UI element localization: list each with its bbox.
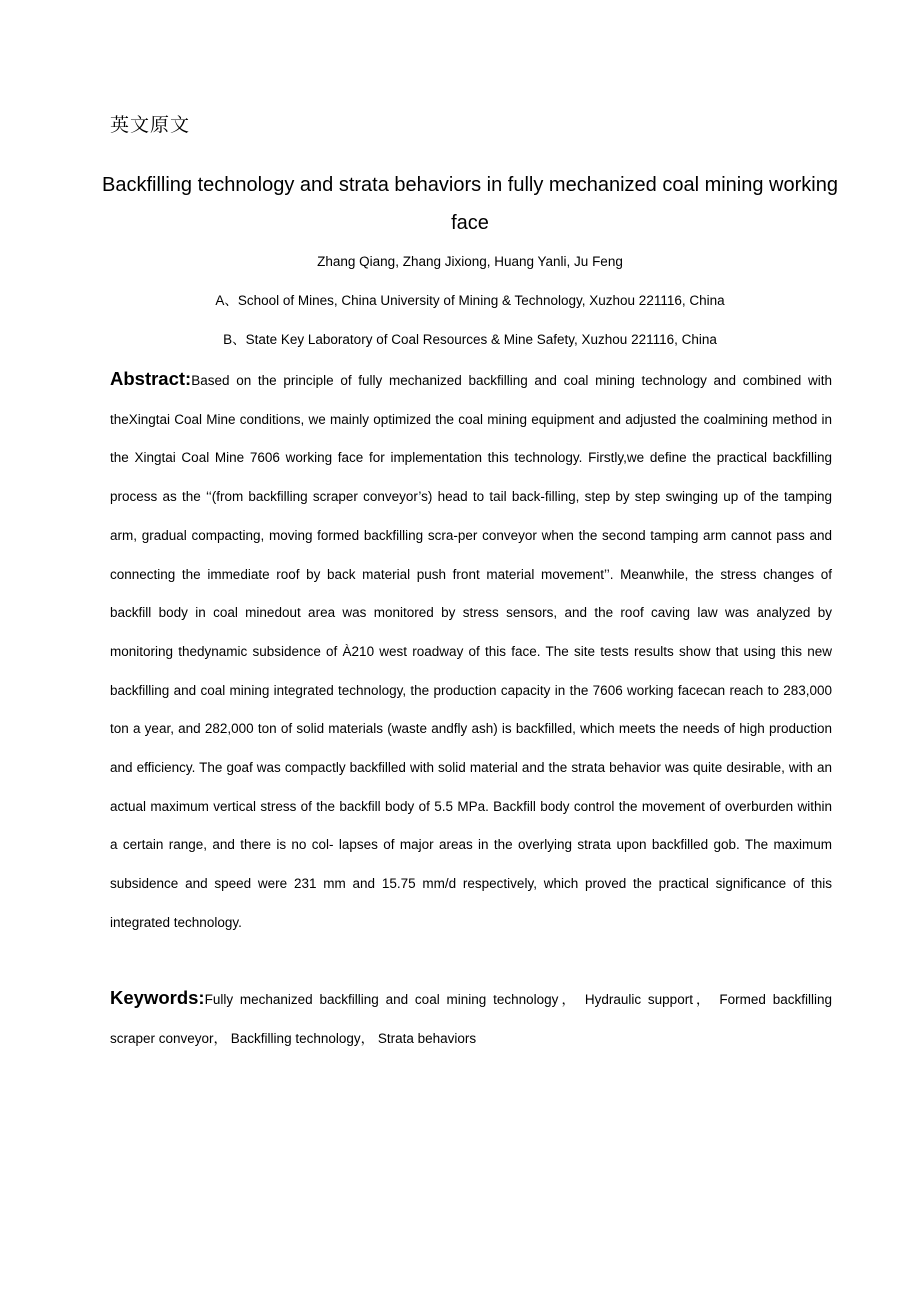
author-list: Zhang Qiang, Zhang Jixiong, Huang Yanli, Ju Feng — [317, 254, 623, 269]
keywords-label: Keywords: — [110, 987, 205, 1008]
keywords-paragraph — [110, 979, 832, 1058]
affiliation-b: B、State Key Laboratory of Coal Resources & Mine Safety, Xuzhou 221116, China — [223, 332, 717, 347]
affiliation-a: A、School of Mines, China University of Mining & Technology, Xuzhou 221116, China — [215, 293, 725, 308]
abstract-label: Abstract: — [110, 368, 192, 389]
section-heading: 英文原文 — [110, 115, 191, 136]
abstract-paragraph — [110, 360, 832, 943]
paper-title: Backfilling technology and strata behaviors in fully mechanized coal mining working face — [102, 174, 838, 234]
abstract-text: Based on the principle of fully mechanized backfilling and coal mining technology and combined with theXingtai Coal Mine conditions, we mainly optimized the coal mining equipment and adjusted the coalmining method in the Xingtai Coal Mine 7606 working face for implementation this technology. Firstly,we define the practical backfilling process as the ‘‘(from backfilling scraper conveyor’s) head to tail back-filling, step by step swinging up of the tamping arm, gradual compacting, moving formed backfilling scra-per conveyor when the second tamping arm cannot pass and connecting the immediate roof by back material push front material movement’’. Meanwhile, the stress changes of backfill body in coal minedout area was monitored by stress sensors, and the roof caving law was analyzed by monitoring thedynamic subsidence of À210 west roadway of this face. The site tests results show that using this new backfilling and coal mining integrated technology, the production capacity in the 7606 working facecan reach to 283,000 ton a year, and 282,000 ton of solid materials (waste andfly ash) is backfilled, which meets the needs of high production and efficiency. The goaf was compactly backfilled with solid material and the strata behavior was quite desirable, with an actual maximum vertical stress of the backfill body of 5.5 MPa. Backfill body control the movement of overburden within a certain range, and there is no col- lapses of major areas in the overlying strata upon backfilled gob. The maximum subsidence and speed were 231 mm and 15.75 mm/d respectively, which proved the practical significance of this integrated technology. — [110, 373, 832, 930]
keywords-text: Fully mechanized backfilling and coal mining technology， Hydraulic support， Formed backfilling scraper conveyor， Backfilling technology， Strata behaviors — [110, 992, 832, 1046]
